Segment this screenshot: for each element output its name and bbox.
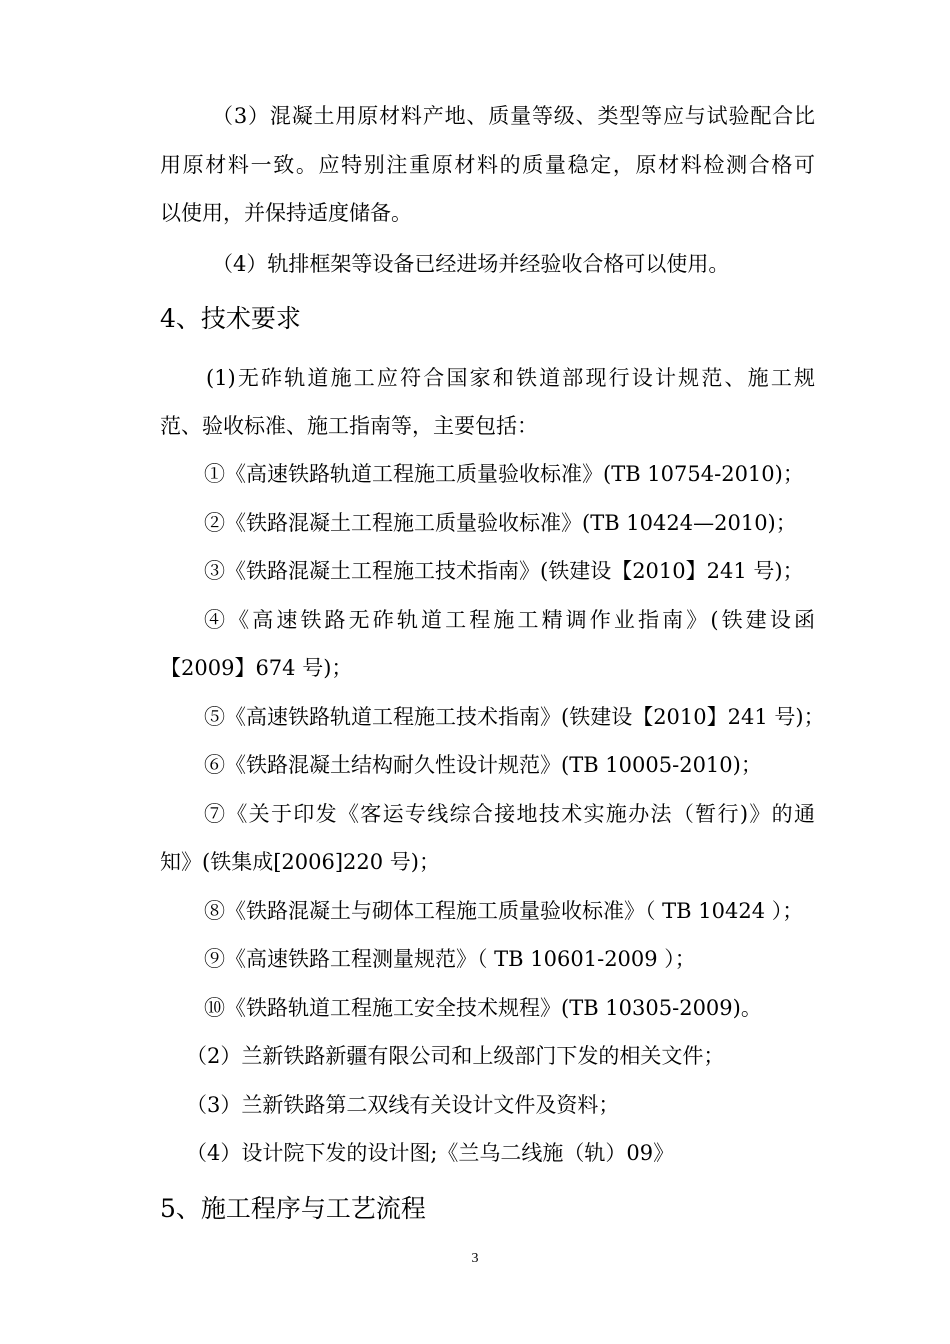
paragraph-4: （4）轨排框架等设备已经进场并经验收合格可以使用。	[212, 252, 730, 276]
requirement-1-line-2: 范、验收标准、施工指南等，主要包括：	[160, 414, 538, 438]
requirement-3: （3）兰新铁路第二双线有关设计文件及资料；	[186, 1093, 620, 1117]
standard-item-4-line-1: ④《高速铁路无砟轨道工程施工精调作业指南》(铁建设函	[204, 608, 815, 632]
paragraph-3-line-3: 以使用，并保持适度储备。	[160, 201, 412, 225]
section-heading-4: 4、技术要求	[160, 304, 301, 333]
standard-item-9: ⑨《高速铁路工程测量规范》（ TB 10601-2009 ）；	[204, 947, 696, 971]
requirement-1-line-1: (1)无砟轨道施工应符合国家和铁道部现行设计规范、施工规	[206, 366, 815, 390]
standard-item-5: ⑤《高速铁路轨道工程施工技术指南》(铁建设【2010】241 号)；	[204, 705, 825, 729]
standard-item-7-line-2: 知》(铁集成[2006]220 号)；	[160, 850, 440, 874]
paragraph-3-line-2: 用原材料一致。应特别注重原材料的质量稳定，原材料检测合格可	[160, 153, 815, 177]
requirement-4: （4）设计院下发的设计图;《兰乌二线施（轨）09》	[186, 1141, 675, 1165]
standard-item-10: ⑩《铁路轨道工程施工安全技术规程》(TB 10305-2009)。	[204, 996, 762, 1020]
requirement-2: （2）兰新铁路新疆有限公司和上级部门下发的相关文件；	[186, 1044, 725, 1068]
standard-item-2: ②《铁路混凝土工程施工质量验收标准》(TB 10424—2010)；	[204, 511, 797, 535]
page-number: 3	[471, 1251, 479, 1266]
standard-item-3: ③《铁路混凝土工程施工技术指南》(铁建设【2010】241 号)；	[204, 559, 804, 583]
paragraph-3-line-1: （3）混凝土用原材料产地、质量等级、类型等应与试验配合比	[212, 104, 815, 128]
standard-item-7-line-1: ⑦《关于印发《客运专线综合接地技术实施办法（暂行)》的通	[204, 802, 815, 826]
standard-item-8: ⑧《铁路混凝土与砌体工程施工质量验收标准》（ TB 10424 ）；	[204, 899, 804, 923]
standard-item-6: ⑥《铁路混凝土结构耐久性设计规范》(TB 10005-2010)；	[204, 753, 762, 777]
section-heading-5: 5、施工程序与工艺流程	[160, 1194, 426, 1223]
standard-item-4-line-2: 【2009】674 号)；	[160, 656, 353, 680]
standard-item-1: ①《高速铁路轨道工程施工质量验收标准》(TB 10754-2010)；	[204, 462, 804, 486]
